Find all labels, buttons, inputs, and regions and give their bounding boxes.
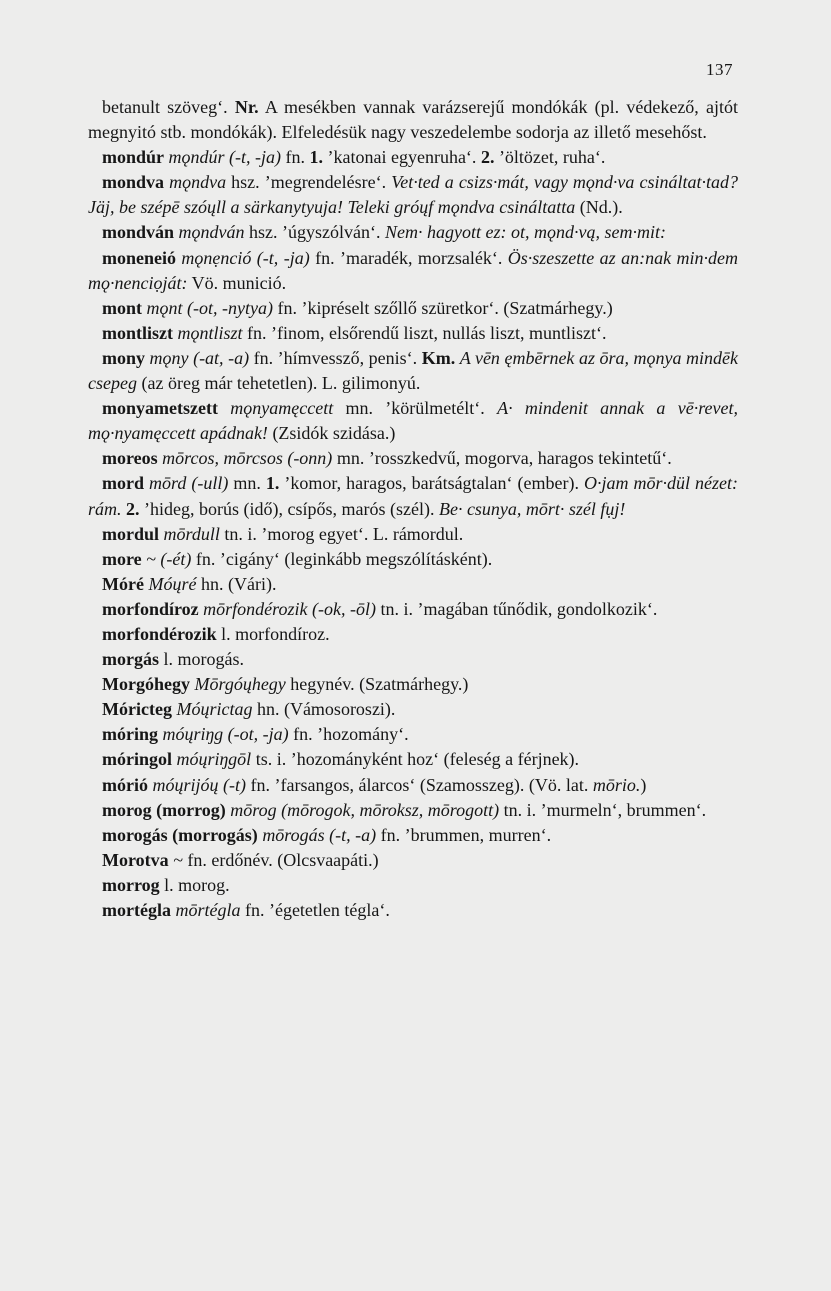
- dictionary-entry: [88, 848, 738, 873]
- dictionary-entry: [88, 722, 738, 747]
- dictionary-entry: [88, 773, 738, 798]
- entry-text: hegynév. (Szatmárhegy.): [285, 674, 469, 695]
- entry-text: hsz. ’megrendelésre‘.: [226, 172, 392, 193]
- entry-italic-text: ~ (-ét): [141, 548, 192, 569]
- dictionary-entry: [88, 547, 738, 572]
- entry-bold-marker: Km.: [421, 347, 456, 368]
- dictionary-entry: [88, 346, 738, 396]
- dictionary-entry: [88, 898, 738, 923]
- dictionary-entry: [88, 522, 738, 547]
- entry-italic-text: mōrio.: [592, 774, 641, 795]
- entry-bold-marker: 1.: [309, 147, 323, 168]
- entry-bold-marker: 2.: [126, 498, 140, 519]
- entry-text: fn. ’brummen, murren‘.: [376, 824, 552, 845]
- entry-headword: morfondíroz: [102, 598, 199, 619]
- entry-text: hn. (Vámosoroszi).: [252, 699, 396, 720]
- entry-italic-text: mǫntliszt: [173, 322, 243, 343]
- dictionary-entry: [88, 823, 738, 848]
- entry-headword: moreos: [102, 448, 158, 469]
- entry-text: tn. i. ’morog egyet‘. L. rámordul.: [219, 523, 464, 544]
- entry-text: fn. ’maradék, morzsalék‘.: [309, 247, 508, 268]
- dictionary-entry: [88, 246, 738, 296]
- entry-headword: mortégla: [102, 900, 171, 920]
- entry-text: betanult szöveg‘.: [102, 97, 235, 117]
- entry-italic-text: mōrfondérozik (-ok, -ōl): [198, 598, 376, 619]
- entry-text: fn. ’égetetlen tégla‘.: [240, 900, 390, 920]
- entry-text: ’katonai egyenruha‘.: [323, 147, 481, 168]
- dictionary-entry: [88, 446, 738, 471]
- dictionary-entry: [88, 321, 738, 346]
- entry-text: fn. ’farsangos, álarcos‘ (Szamosszeg). (Vö. lat.: [245, 774, 593, 795]
- entry-headword: mondva: [102, 172, 165, 193]
- entry-headword: mondván: [102, 222, 175, 243]
- entry-italic-text: O·jam mōr·dül nézet: rám.: [88, 473, 739, 519]
- entry-text: tn. i. ’magában tűnődik, gondolkozik‘.: [375, 598, 658, 619]
- dictionary-entry: [88, 220, 738, 245]
- entry-headword: monyametszett: [102, 398, 218, 419]
- entry-text: (Zsidók szidása.): [267, 423, 396, 444]
- entry-italic-text: Ös·szeszette az an:nak min·dem mǫ·nenciọját:: [88, 247, 738, 293]
- entry-headword: mont: [102, 297, 142, 318]
- entry-headword: mórió: [102, 774, 148, 795]
- entry-bold-marker: 2.: [480, 147, 495, 168]
- entry-text: ): [640, 774, 647, 795]
- entry-text: mn.: [228, 473, 266, 494]
- entry-italic-text: mǫndva: [164, 172, 227, 193]
- entry-text: hsz. ’úgyszólván‘.: [244, 222, 385, 243]
- entry-text: l. morog.: [159, 874, 230, 895]
- entry-italic-text: Be· csunya, mōrt· szél fụj!: [438, 498, 626, 519]
- entry-italic-text: Nem· hagyott ez: ot, mǫnd·vą, sem·mit:: [385, 222, 666, 243]
- entry-headword: morfondérozik: [102, 623, 217, 644]
- entry-headword: Móricteg: [102, 699, 172, 720]
- dictionary-entry: [88, 145, 738, 170]
- dictionary-entry: [88, 672, 738, 697]
- dictionary-entry: [88, 396, 738, 446]
- entry-italic-text: mǫndúr (-t, -ja): [164, 147, 281, 168]
- dictionary-entry: [88, 647, 738, 672]
- dictionary-entry: [88, 95, 738, 145]
- entry-headword: Morotva: [102, 849, 169, 870]
- entry-italic-text: mōrtégla: [170, 900, 241, 920]
- entry-headword: morogás (morrogás): [102, 824, 258, 845]
- entry-italic-text: mǫnt (-ot, -nytya): [142, 297, 273, 318]
- entry-headword: móring: [102, 724, 158, 745]
- entry-italic-text: mōrcos, mōrcsos (-onn): [157, 448, 333, 469]
- entry-headword: moneneió: [102, 247, 176, 268]
- entry-text: mn. ’körülmetélt‘.: [333, 398, 498, 419]
- entry-headword: morrog: [102, 874, 160, 895]
- page-number: 137: [706, 60, 733, 79]
- entry-text: l. morogás.: [159, 649, 244, 670]
- entry-headword: Morgóhegy: [102, 674, 190, 695]
- entry-text: ’hideg, borús (idő), csípős, marós (szél).: [139, 498, 439, 519]
- entry-text: hn. (Vári).: [196, 573, 277, 594]
- entry-headword: mord: [102, 473, 144, 494]
- dictionary-entry: [88, 622, 738, 647]
- entry-italic-text: mǫnẹnció (-t, -ja): [176, 247, 310, 268]
- entry-italic-text: mōrogás (-t, -a): [257, 824, 377, 845]
- entry-italic-text: móųriŋg (-ot, -ja): [158, 724, 289, 745]
- dictionary-entry: [88, 170, 738, 220]
- entry-italic-text: A· mindenit annak a vē·revet, mǫ·nyamęccett apádnak!: [88, 398, 739, 444]
- entry-text: fn. ’kipréselt szőllő szüretkor‘. (Szatmárhegy.): [272, 297, 613, 318]
- dictionary-entry: [88, 597, 738, 622]
- entry-text: fn. erdőnév. (Olcsvaapáti.): [182, 849, 379, 870]
- entry-italic-text: mōrdull: [159, 523, 220, 544]
- entry-headword: morog (morrog): [102, 799, 226, 820]
- entry-headword: mordul: [102, 523, 160, 544]
- entry-bold-marker: 1.: [265, 473, 280, 494]
- entry-italic-text: mōrd (-ull): [144, 473, 229, 494]
- entry-text: tn. i. ’murmeln‘, brummen‘.: [499, 799, 707, 820]
- dictionary-entry: [88, 572, 738, 597]
- entry-headword: more: [102, 548, 142, 569]
- dictionary-entry: [88, 296, 738, 321]
- entry-text: l. morfondíroz.: [216, 623, 330, 644]
- entry-headword: Móré: [102, 573, 144, 594]
- entry-bold-marker: Nr.: [234, 97, 259, 117]
- entry-italic-text: mǫny (-at, -a): [145, 347, 250, 368]
- entry-headword: montliszt: [102, 322, 173, 343]
- entry-italic-text: ~: [168, 849, 183, 870]
- entry-headword: mony: [102, 347, 146, 368]
- dictionary-entry: [88, 471, 738, 521]
- entry-text: (Nd.).: [575, 197, 623, 218]
- entry-text: fn. ’hozomány‘.: [288, 724, 409, 745]
- entry-text: fn.: [281, 147, 310, 168]
- entry-italic-text: mǫnyamęccett: [217, 398, 334, 419]
- entry-italic-text: A vēn ęmbērnek az ōra, mǫnya mindēk csepeg: [88, 347, 739, 394]
- entry-text: Vö. munició.: [187, 272, 287, 293]
- entry-text: fn. ’hímvessző, penis‘.: [249, 347, 422, 368]
- entry-text: (az öreg már tehetetlen). L. gilimonyú.: [136, 373, 421, 394]
- entry-italic-text: Vet·ted a csizs·mát, vagy mǫnd·va csináltat·tad? Jäj, be szépē szóųll a särkanytyuja! Teleki gróųf mǫndva csináltatta: [88, 172, 738, 218]
- entry-text: ts. i. ’hozományként hoz‘ (feleség a férjnek).: [251, 749, 580, 770]
- entry-text: ’komor, haragos, barátságtalan‘ (ember).: [279, 473, 585, 494]
- dictionary-entry: [88, 873, 738, 898]
- entry-italic-text: Móųré: [143, 573, 197, 594]
- dictionary-entry: [88, 798, 738, 823]
- entry-headword: morgás: [102, 649, 159, 670]
- entry-italic-text: móųrijóų (-t): [147, 774, 246, 795]
- entry-headword: móringol: [102, 749, 172, 770]
- entry-text: mn. ’rosszkedvű, mogorva, haragos tekintetű‘.: [332, 448, 672, 469]
- entry-italic-text: Móųrictag: [171, 699, 253, 720]
- entry-headword: mondúr: [102, 147, 165, 168]
- entry-text: ’öltözet, ruha‘.: [494, 147, 606, 168]
- entry-italic-text: mōrog (mōrogok, mōroksz, mōrogott): [225, 799, 500, 820]
- entry-text: fn. ’finom, elsőrendű liszt, nullás liszt, muntliszt‘.: [242, 322, 607, 343]
- dictionary-entry: [88, 747, 738, 772]
- dictionary-entries: [88, 95, 738, 923]
- entry-italic-text: mǫndván: [174, 222, 245, 243]
- entry-italic-text: móųriŋgōl: [172, 749, 252, 770]
- entry-text: fn. ’cigány‘ (leginkább megszólításként).: [191, 548, 493, 569]
- dictionary-entry: [88, 697, 738, 722]
- entry-text: A mesékben vannak varázserejű mondókák (pl. védekező, ajtót megnyitó stb. mondókák). Elfeledésük nagy veszedelembe sodorja az illető mesehőst.: [88, 97, 738, 143]
- entry-italic-text: Mōrgóųhegy: [189, 674, 286, 695]
